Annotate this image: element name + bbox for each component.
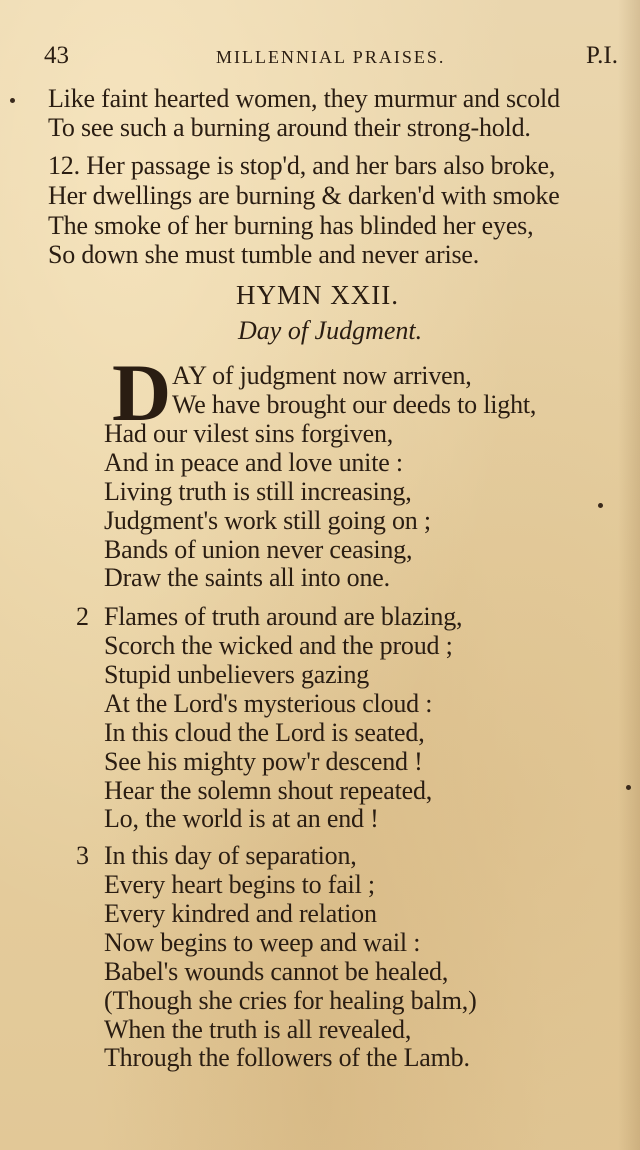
verse-line: In this cloud the Lord is seated, [104,718,425,747]
ink-speck [626,785,631,790]
page-number: 43 [44,42,69,69]
hymn-subtitle: Day of Judgment. [238,316,423,345]
verse-number: 3 [76,841,89,870]
verse-line: Now begins to weep and wail : [104,928,421,957]
verse-line: Flames of truth around are blazing, [104,602,463,631]
verse-line: Living truth is still increasing, [104,477,412,506]
drop-cap: D [112,347,172,438]
verse-line: Scorch the wicked and the proud ; [104,631,453,660]
verse-line: Bands of union never ceasing, [104,535,413,564]
verse-line: At the Lord's mysterious cloud : [104,689,433,718]
verse-line: Judgment's work still going on ; [104,506,431,535]
verse-line: Through the followers of the Lamb. [104,1043,470,1072]
ink-speck [10,98,15,103]
verse-line: (Though she cries for healing balm,) [104,986,477,1015]
verse-line: Like faint hearted women, they murmur and scold [48,84,560,113]
verse-line: Every kindred and relation [104,899,377,928]
verse-line: AY of judgment now arriven, [172,361,472,390]
verse-number: 2 [76,602,89,631]
verse-line: Had our vilest sins forgiven, [104,419,394,448]
verse-line: See his mighty pow'r descend ! [104,747,423,776]
verse-line: So down she must tumble and never arise. [48,240,480,269]
verse-line: Lo, the world is at an end ! [104,804,379,833]
verse-line: To see such a burning around their strong-hold. [48,113,531,142]
verse-line: And in peace and love unite : [104,448,403,477]
verse-line: The smoke of her burning has blinded her eyes, [48,211,534,240]
ink-speck [598,503,603,508]
verse-line: Babel's wounds cannot be healed, [104,957,449,986]
verse-line: Every heart begins to fail ; [104,870,375,899]
page-edge-shadow [618,0,640,1150]
running-title: MILLENNIAL PRAISES. [216,47,446,67]
verse-line: When the truth is all revealed, [104,1015,412,1044]
verse-line: In this day of separation, [104,841,357,870]
hymn-title: HYMN XXII. [236,280,399,310]
verse-line: Her dwellings are burning & darken'd with smoke [48,181,560,210]
verse-line: 12. Her passage is stop'd, and her bars also broke, [48,151,556,180]
verse-line: Hear the solemn shout repeated, [104,776,433,805]
part-label: P.I. [586,42,618,69]
verse-line: Draw the saints all into one. [104,563,390,592]
verse-line: We have brought our deeds to light, [172,390,537,419]
verse-line: Stupid unbelievers gazing [104,660,370,689]
